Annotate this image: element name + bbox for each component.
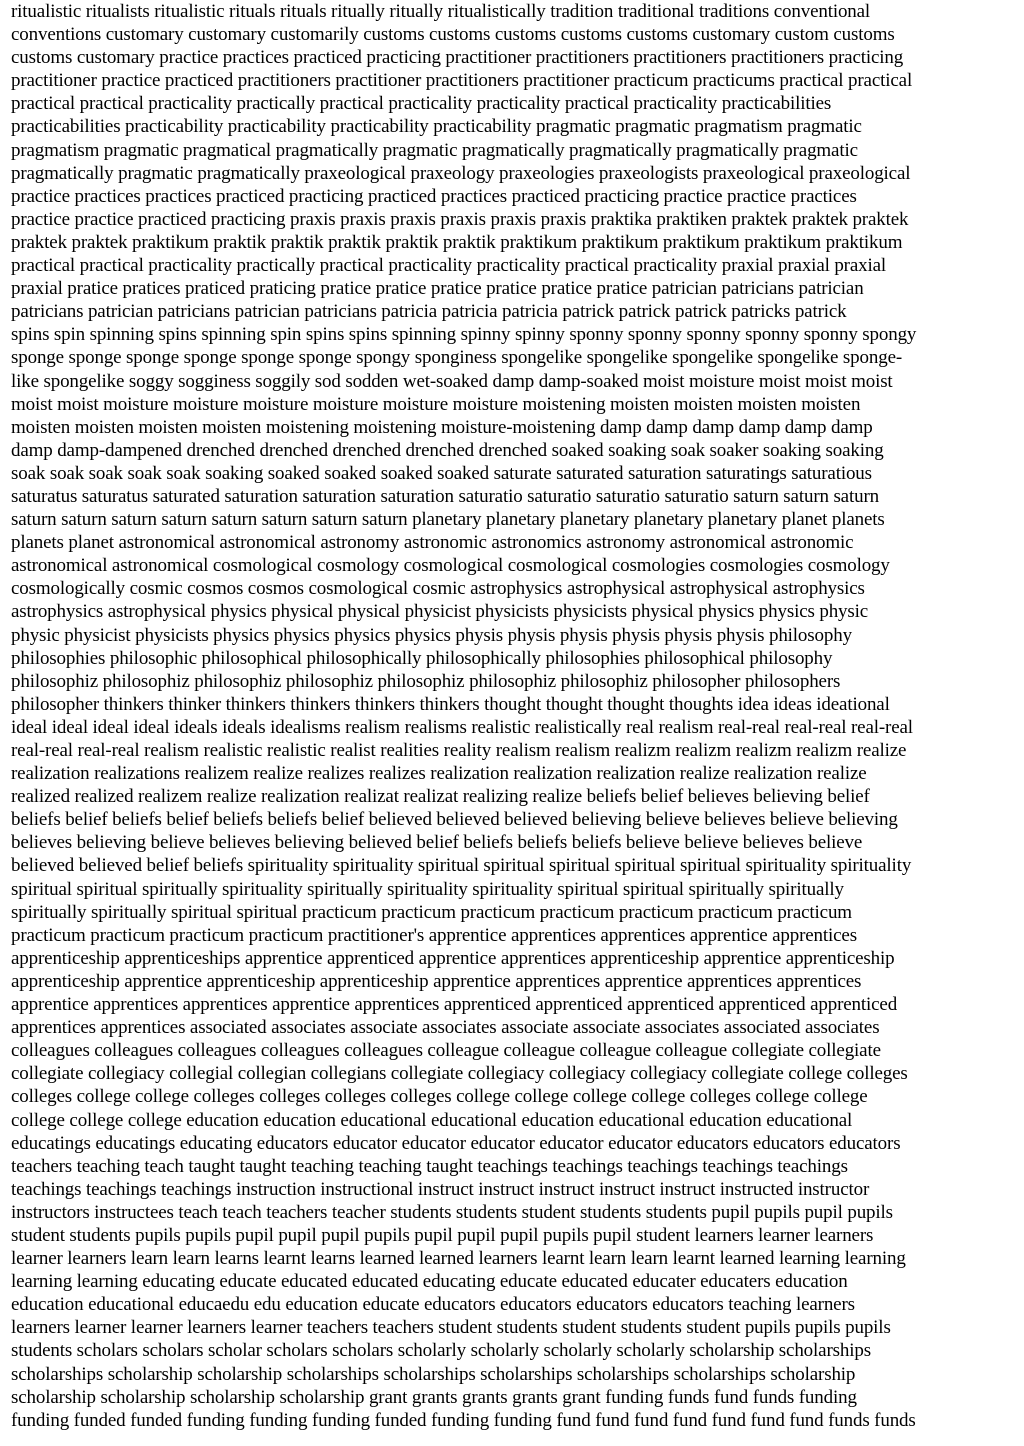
text-line: collegiate collegiacy collegial collegian collegians collegiate collegiacy collegiacy collegiacy collegiate college colleges: [11, 1063, 908, 1085]
text-line: apprentice apprentices apprentices apprentice apprentices apprenticed apprenticed apprenticed apprenticed apprenticed: [11, 994, 898, 1016]
document-page: [11, 0, 1015, 1432]
text-line: practical practical practicality practically practical practicality practicality practical practicality practicabilities: [11, 93, 832, 115]
text-line: educatings educatings educating educators educator educator educator educator educator educators educators educators: [11, 1132, 901, 1154]
text-line: apprentices apprentices associated associates associate associates associate associate associates associated associates: [11, 1017, 880, 1039]
text-line: colleagues colleagues colleagues colleagues colleagues colleague colleague colleague colleague collegiate collegiate: [11, 1040, 881, 1062]
text-line: saturatus saturatus saturated saturation saturation saturation saturatio saturatio saturatio saturatio saturn saturn saturn: [11, 485, 879, 507]
text-line: colleges college college colleges colleges colleges colleges college college college college colleges college college: [11, 1086, 868, 1108]
text-line: conventions customary customary customarily customs customs customs customs customs customary custom customs: [11, 24, 895, 46]
text-line: apprenticeship apprenticeships apprentice apprenticed apprentice apprentices apprenticeship apprentice apprenticeship: [11, 947, 895, 969]
text-line: spins spin spinning spins spinning spin spins spins spinning spinny spinny sponny sponny sponny sponny sponny spongy: [11, 324, 917, 346]
text-line: patricians patrician patricians patrician patricians patricia patricia patricia patrick patrick patrick patricks patrick: [11, 301, 847, 323]
text-line: philosopher thinkers thinker thinkers thinkers thinkers thinkers thought thought thought thoughts idea ideas ideational: [11, 693, 890, 715]
text-line: damp damp-dampened drenched drenched drenched drenched drenched soaked soaking soak soaker soaking soaking: [11, 439, 884, 461]
text-line: practitioner practice practiced practitioners practitioner practitioners practitioner practicum practicums practical practical: [11, 70, 913, 92]
text-line: scholarships scholarship scholarship scholarships scholarships scholarships scholarships scholarships scholarship: [11, 1363, 856, 1385]
text-line: realized realized realizem realize realization realizat realizat realizing realize beliefs belief believes believing belief: [11, 786, 870, 808]
text-line: spiritual spiritual spiritually spirituality spiritually spirituality spirituality spiritual spiritual spiritually spiritually: [11, 878, 844, 900]
text-line: philosophiz philosophiz philosophiz philosophiz philosophiz philosophiz philosophiz philosopher philosophers: [11, 670, 841, 692]
text-line: believed believed belief beliefs spirituality spirituality spiritual spiritual spiritual spiritual spiritual spirituality spirituality: [11, 855, 912, 877]
text-line: praxial pratice pratices praticed praticing pratice pratice pratice pratice pratice pratice patrician patricians patrician: [11, 278, 864, 300]
text-line: practical practical practicality practically practical practicality practicality practical practicality praxial praxial praxial: [11, 255, 887, 277]
text-line: moist moist moisture moisture moisture moisture moisture moisture moistening moisten moisten moisten moisten: [11, 393, 861, 415]
text-line: learning learning educating educate educated educated educating educate educated educater educaters education: [11, 1271, 848, 1293]
text-line: college college college education education educational educational education educational education educational: [11, 1109, 853, 1131]
text-line: planets planet astronomical astronomical astronomy astronomic astronomics astronomy astronomical astronomic: [11, 532, 854, 554]
text-line: teachings teachings teachings instruction instructional instruct instruct instruct instruct instruct instructed instructor: [11, 1178, 870, 1200]
text-line: practicum practicum practicum practicum practitioner's apprentice apprentices apprentices apprentice apprentices: [11, 924, 857, 946]
text-line: sponge sponge sponge sponge sponge sponge spongy sponginess spongelike spongelike spongelike spongelike sponge-: [11, 347, 903, 369]
text-line: astrophysics astrophysical physics physical physical physicist physicists physicists physical physics physics physic: [11, 601, 869, 623]
text-line: students scholars scholars scholar scholars scholars scholarly scholarly scholarly scholarly scholarship scholarships: [11, 1340, 871, 1362]
text-line: soak soak soak soak soak soaking soaked soaked soaked soaked saturate saturated saturation saturatings saturatious: [11, 462, 872, 484]
text-line: praktek praktek praktikum praktik praktik praktik praktik praktik praktikum praktikum praktikum praktikum praktikum: [11, 231, 903, 253]
text-line: education educational educaedu edu education educate educators educators educators educators teaching learners: [11, 1294, 855, 1316]
text-line: beliefs belief beliefs belief beliefs beliefs belief believed believed believed believing believe believes believe believing: [11, 809, 898, 831]
text-line: practice practice practiced practicing praxis praxis praxis praxis praxis praxis praktika praktiken praktek praktek praktek: [11, 208, 909, 230]
text-line: believes believing believe believes believing believed belief beliefs beliefs beliefs believe believe believes believe: [11, 832, 863, 854]
text-line: practicabilities practicability practicability practicability practicability pragmatic pragmatic pragmatism pragmatic: [11, 116, 862, 138]
text-line: learners learner learner learners learner teachers teachers student students student students student pupils pupils pupils: [11, 1317, 891, 1339]
text-line: saturn saturn saturn saturn saturn saturn saturn saturn planetary planetary planetary planetary planetary planet planets: [11, 509, 885, 531]
text-line: practice practices practices practiced practicing practiced practices practiced practicing practice practice practices: [11, 185, 857, 207]
text-line: teachers teaching teach taught taught teaching teaching taught teachings teachings teachings teachings teachings: [11, 1155, 848, 1177]
text-line: student students pupils pupils pupil pupil pupil pupils pupil pupil pupil pupils pupil student learners learner learners: [11, 1224, 874, 1246]
text-line: apprenticeship apprentice apprenticeship apprenticeship apprentice apprentices apprentice apprentices apprentices: [11, 970, 862, 992]
text-line: realization realizations realizem realize realizes realizes realization realization realization realize realization realize: [11, 763, 867, 785]
text-line: philosophies philosophic philosophical philosophically philosophically philosophies philosophical philosophy: [11, 647, 833, 669]
text-line: pragmatism pragmatic pragmatical pragmatically pragmatic pragmatically pragmatically pragmatically pragmatic: [11, 139, 858, 161]
text-line: funding funded funded funding funding funding funded funding funding fund fund fund fund fund fund fund funds funds: [11, 1409, 916, 1431]
text-line: astronomical astronomical cosmological cosmology cosmological cosmological cosmologies cosmologies cosmology: [11, 555, 890, 577]
text-line: like spongelike soggy sogginess soggily sod sodden wet-soaked damp damp-soaked moist moisture moist moist moist: [11, 370, 893, 392]
text-line: scholarship scholarship scholarship scholarship grant grants grants grants grant funding funds fund funds funding: [11, 1386, 857, 1408]
text-line: cosmologically cosmic cosmos cosmos cosmological cosmic astrophysics astrophysical astrophysical astrophysics: [11, 578, 865, 600]
text-line: ideal ideal ideal ideal ideals ideals idealisms realism realisms realistic realistically real realism real-real real-real real-real: [11, 716, 913, 738]
text-line: instructors instructees teach teach teachers teacher students students student students students pupil pupils pupil pupils: [11, 1201, 893, 1223]
text-line: moisten moisten moisten moisten moistening moistening moisture-moistening damp damp damp damp damp damp: [11, 416, 873, 438]
text-line: ritualistic ritualists ritualistic rituals rituals ritually ritually ritualistically tradition traditional traditions conventional: [11, 1, 871, 22]
text-line: physic physicist physicists physics physics physics physics physis physis physis physis physis physis philosophy: [11, 624, 852, 646]
text-line: learner learners learn learn learns learnt learns learned learned learners learnt learn learn learnt learned learning learning: [11, 1248, 906, 1270]
text-line: pragmatically pragmatic pragmatically praxeological praxeology praxeologies praxeologists praxeological praxeological: [11, 162, 911, 184]
text-line: customs customary practice practices practiced practicing practitioner practitioners practitioners practitioners practicing: [11, 47, 904, 69]
text-line: real-real real-real realism realistic realistic realist realities reality realism realism realizm realizm realizm realizm realize: [11, 740, 907, 761]
text-line: spiritually spiritually spiritual spiritual practicum practicum practicum practicum practicum practicum practicum: [11, 901, 852, 923]
